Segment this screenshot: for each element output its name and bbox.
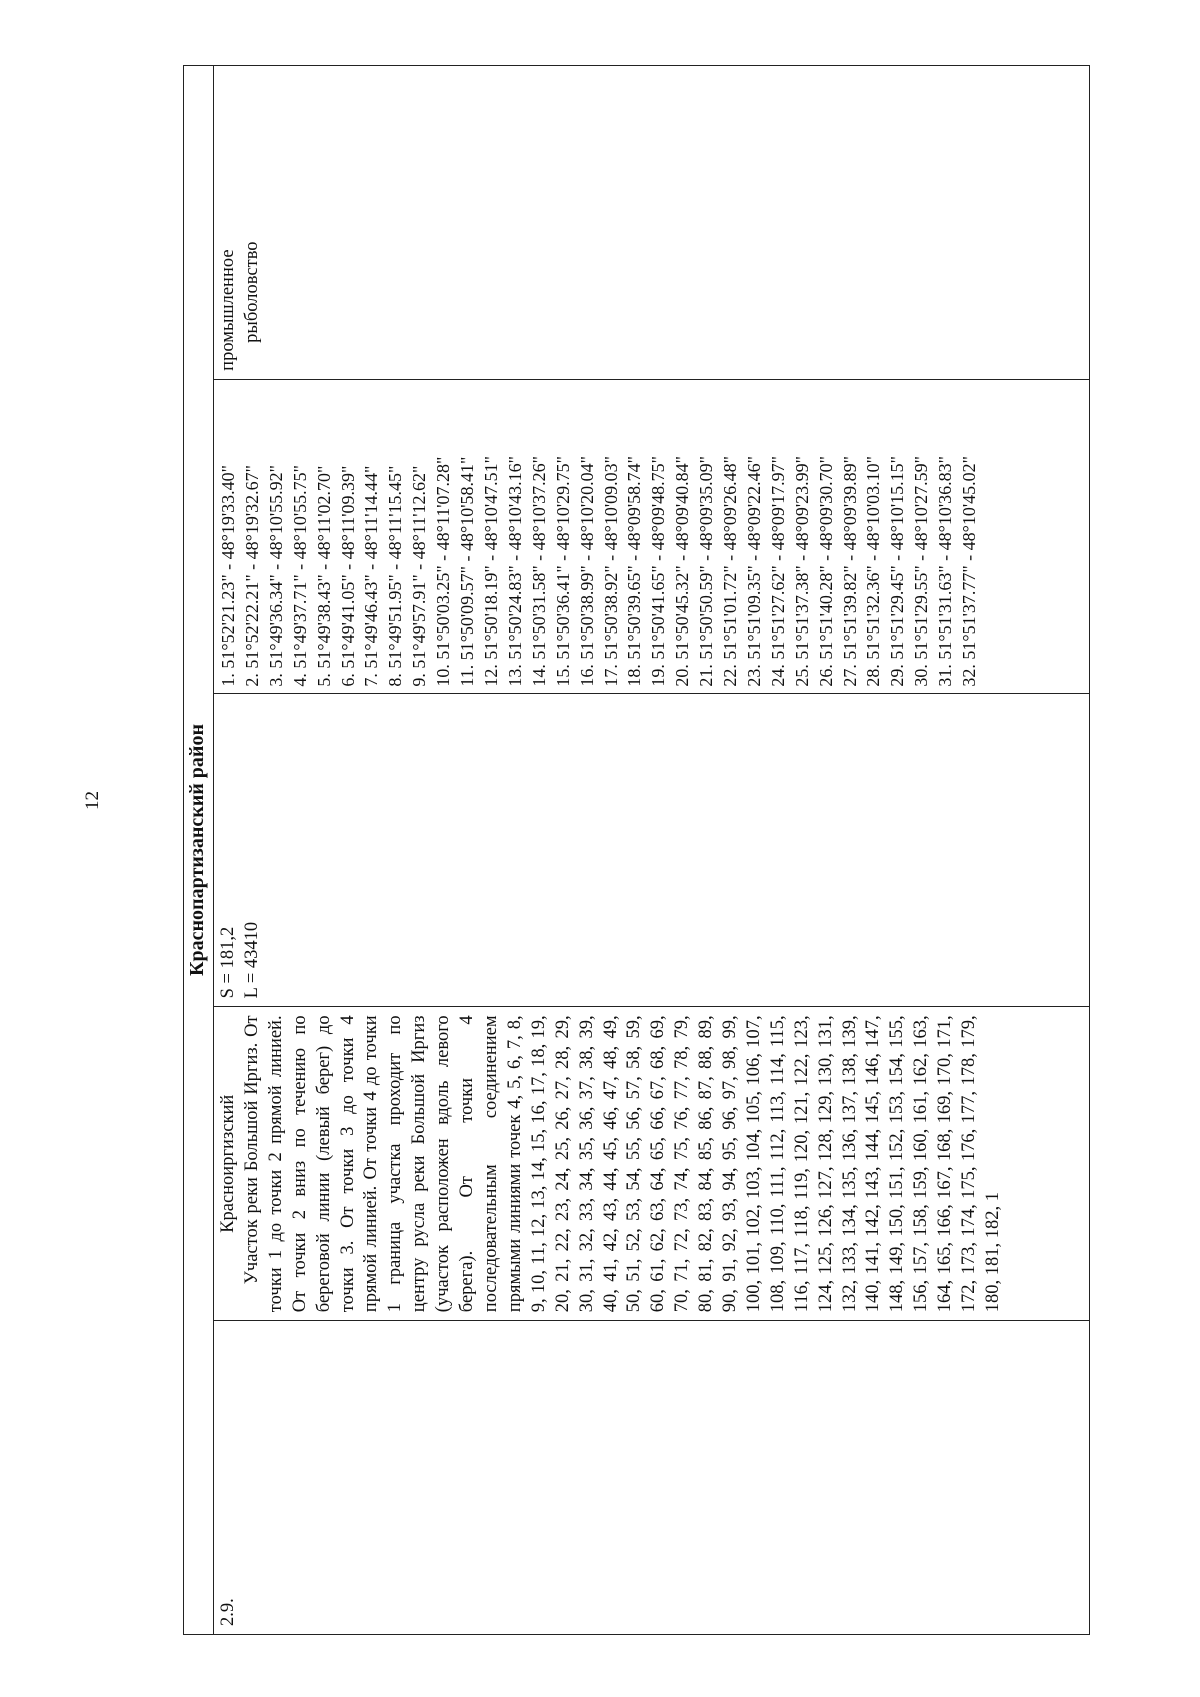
- coordinate-item: 29. 51°51'29.45" - 48°10'15.15": [887, 456, 908, 687]
- coordinate-item: 11. 51°50'09.57" - 48°10'58.41": [457, 456, 478, 687]
- coordinate-item: 24. 51°51'27.62" - 48°09'17.97": [767, 456, 788, 687]
- purpose-line: промышленное: [218, 249, 238, 371]
- place-name: Красноиргизский: [218, 1094, 238, 1233]
- coordinates-cell: [214, 379, 1090, 693]
- coordinate-item: 19. 51°50'41.65" - 48°09'48.75": [648, 456, 669, 687]
- coordinate-item: 7. 51°49'46.43" - 48°11'14.44": [361, 465, 382, 687]
- area-s-value: S = 181,2: [218, 926, 238, 999]
- coordinate-item: 31. 51°51'31.63" - 48°10'36.83": [935, 456, 956, 687]
- coordinate-item: 25. 51°51'37.38" - 48°09'23.99": [791, 456, 812, 687]
- coordinate-item: 12. 51°50'18.19" - 48°10'47.51": [480, 456, 501, 687]
- area-size-cell: [214, 693, 1090, 1007]
- coordinate-item: 8. 51°49'51.95" - 48°11'15.45": [385, 465, 406, 687]
- coordinate-item: 20. 51°50'45.32" - 48°09'40.84": [672, 456, 693, 687]
- coordinate-item: 30. 51°51'29.55" - 48°10'27.59": [911, 456, 932, 687]
- coordinate-item: 13. 51°50'24.83" - 48°10'43.16": [504, 456, 525, 687]
- coordinate-item: 3. 51°49'36.34" - 48°10'55.92": [265, 465, 286, 687]
- purpose-line: рыболовство: [241, 241, 262, 343]
- region-header-row: [184, 66, 214, 1635]
- coordinate-item: 5. 51°49'38.43" - 48°11'02.70": [313, 465, 334, 687]
- coordinate-item: 9. 51°49'57.91" - 48°11'12.62": [409, 465, 430, 687]
- coordinate-item: 10. 51°50'03.25" - 48°11'07.28": [433, 456, 454, 687]
- region-title: Краснопартизанский район: [184, 66, 214, 1635]
- coordinate-item: 2. 51°52'22.21" - 48°19'32.67": [241, 465, 262, 687]
- coordinate-item: 17. 51°50'38.92" - 48°10'09.03": [600, 456, 621, 687]
- coordinate-item: 1. 51°52'21.23" - 48°19'33.40": [218, 465, 238, 687]
- coordinate-item: 23. 51°51'09.35" - 48°09'22.46": [743, 456, 764, 687]
- row-number: 2.9.: [214, 1321, 1090, 1635]
- length-l-value: L = 43410: [241, 921, 262, 999]
- rotated-table-wrapper: [183, 65, 1090, 1635]
- coordinate-item: 21. 51°50'50.59" - 48°09'35.09": [696, 456, 717, 687]
- coordinate-item: 27. 51°51'39.82" - 48°09'39.89": [839, 456, 860, 687]
- page-number: 12: [82, 791, 103, 810]
- coordinate-item: 32. 51°51'37.77" - 48°10'45.02": [959, 456, 980, 687]
- coordinate-item: 18. 51°50'39.65" - 48°09'58.74": [624, 456, 645, 687]
- coordinate-item: 22. 51°51'01.72" - 48°09'26.48": [720, 456, 741, 687]
- area-description-text: Участок реки Большой Иргиз. От точки 1 до точки 2 прямой линией. От точки 2 вниз по течению по береговой линии (левый берег) до точки 3. От точки 3 до точки 4 прямой линией. От точки 4 до точки 1 граница участка проходит по центру русла реки Большой Иргиз (участок расположен вдоль левого берега). От точки 4 последовательным соединением прямыми линиями точек 4, 5, 6, 7, 8, 9, 10, 11, 12, 13, 14, 15, 16, 17, 18, 19, 20, 21, 22, 23, 24, 25, 26, 27, 28, 29, 30, 31, 32, 33, 34, 35, 36, 37, 38, 39, 40, 41, 42, 43, 44, 45, 46, 47, 48, 49, 50, 51, 52, 53, 54, 55, 56, 57, 58, 59, 60, 61, 62, 63, 64, 65, 66, 67, 68, 69, 70, 71, 72, 73, 74, 75, 76, 77, 78, 79, 80, 81, 82, 83, 84, 85, 86, 87, 88, 89, 90, 91, 92, 93, 94, 95, 96, 97, 98, 99, 100, 101, 102, 103, 104, 105, 106, 107, 108, 109, 110, 111, 112, 113, 114, 115, 116, 117, 118, 119, 120, 121, 122, 123, 124, 125, 126, 127, 128, 129, 130, 131, 132, 133, 134, 135, 136, 137, 138, 139, 140, 141, 142, 143, 144, 145, 146, 147, 148, 149, 150, 151, 152, 153, 154, 155, 156, 157, 158, 159, 160, 161, 162, 163, 164, 165, 166, 167, 168, 169, 170, 171, 172, 173, 174, 175, 176, 177, 178, 179, 180, 181, 182, 1: [241, 1015, 1003, 1313]
- purpose-cell: [214, 66, 1090, 380]
- fishing-areas-table: [183, 65, 1090, 1635]
- coordinate-item: 14. 51°50'31.58" - 48°10'37.26": [528, 456, 549, 687]
- coordinate-item: 4. 51°49'37.71" - 48°10'55.75": [289, 465, 310, 687]
- area-description: [241, 1015, 1006, 1312]
- coordinate-item: 16. 51°50'38.99" - 48°10'20.04": [576, 456, 597, 687]
- coordinate-item: 15. 51°50'36.41" - 48°10'29.75": [552, 456, 573, 687]
- coordinate-item: 6. 51°49'41.05" - 48°11'09.39": [337, 465, 358, 687]
- table-row: [214, 66, 1090, 1635]
- coordinate-item: 28. 51°51'32.36" - 48°10'03.10": [863, 456, 884, 687]
- coordinate-item: 26. 51°51'40.28" - 48°09'30.70": [815, 456, 836, 687]
- area-description-cell: [214, 1007, 1090, 1321]
